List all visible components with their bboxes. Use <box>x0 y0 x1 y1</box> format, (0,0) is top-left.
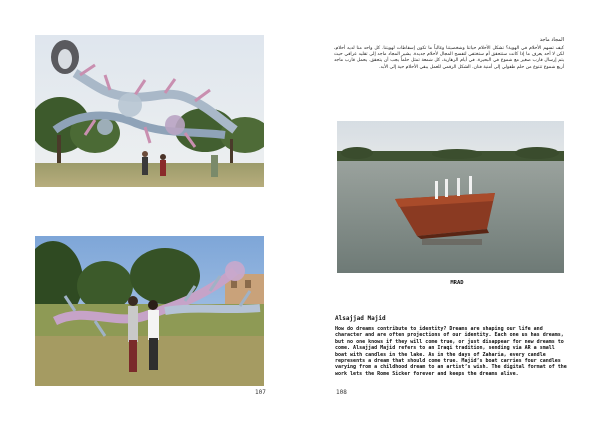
artist-name: Alsajjad Majid <box>335 315 386 322</box>
right-page <box>300 0 600 423</box>
photo-ar-sculpture-children <box>35 236 264 386</box>
page-number-right: 108 <box>336 389 347 396</box>
photo-ar-sculpture-park <box>35 35 264 187</box>
arabic-description: كيف تسهم الأحلام في الهوية؟ تشكل الأحلام حياتنا وشخصيتنا وغالباً ما تكون إسقاطات لهويتنا. كل واحد منا لديه أحلام، لكن لا أحد يعرف ما إذا كانت ستتحقق أم ستختفي لتفسح المجال لأحلام جديدة. يشير المجاد ماجد إلى تقليد عراقي حيث يتم إرسال قارب صغير مع شموع في البحيرة. في أيام الزهارية، كل شمعة تمثل حلماً يجب أن يتحقق. يحمل قارب ماجد أربع شموع تتنوع من حلم طفولي إلى أمنية فنان. الشكل الرقمي للعمل يبقي الأحلام حية إلى الأبد. <box>334 46 564 70</box>
english-description: How do dreams contribute to identity? Dreams are shaping our life and character and are often projections of our identity. Each one us has dreams, but no one knows if they will come true, or just disappear for new dreams to come. Alsajjad Majid refers to an Iraqi tradition, sending via AR a small boat with candles in the lake. As in the days of Zaharia, every candle represents a dream that should come true. Majid’s boat carries four candles varying from a childhood dream to an artist’s wish. The digital format of the work lets the Rome Sicker forever and keeps the dreams alive. <box>335 326 567 377</box>
page-number-left: 107 <box>255 389 266 396</box>
photo-caption: MRAD <box>450 280 464 286</box>
photo-ar-boat-lake <box>337 121 564 273</box>
artist-name-arabic: المجاد ماجد <box>539 37 564 43</box>
